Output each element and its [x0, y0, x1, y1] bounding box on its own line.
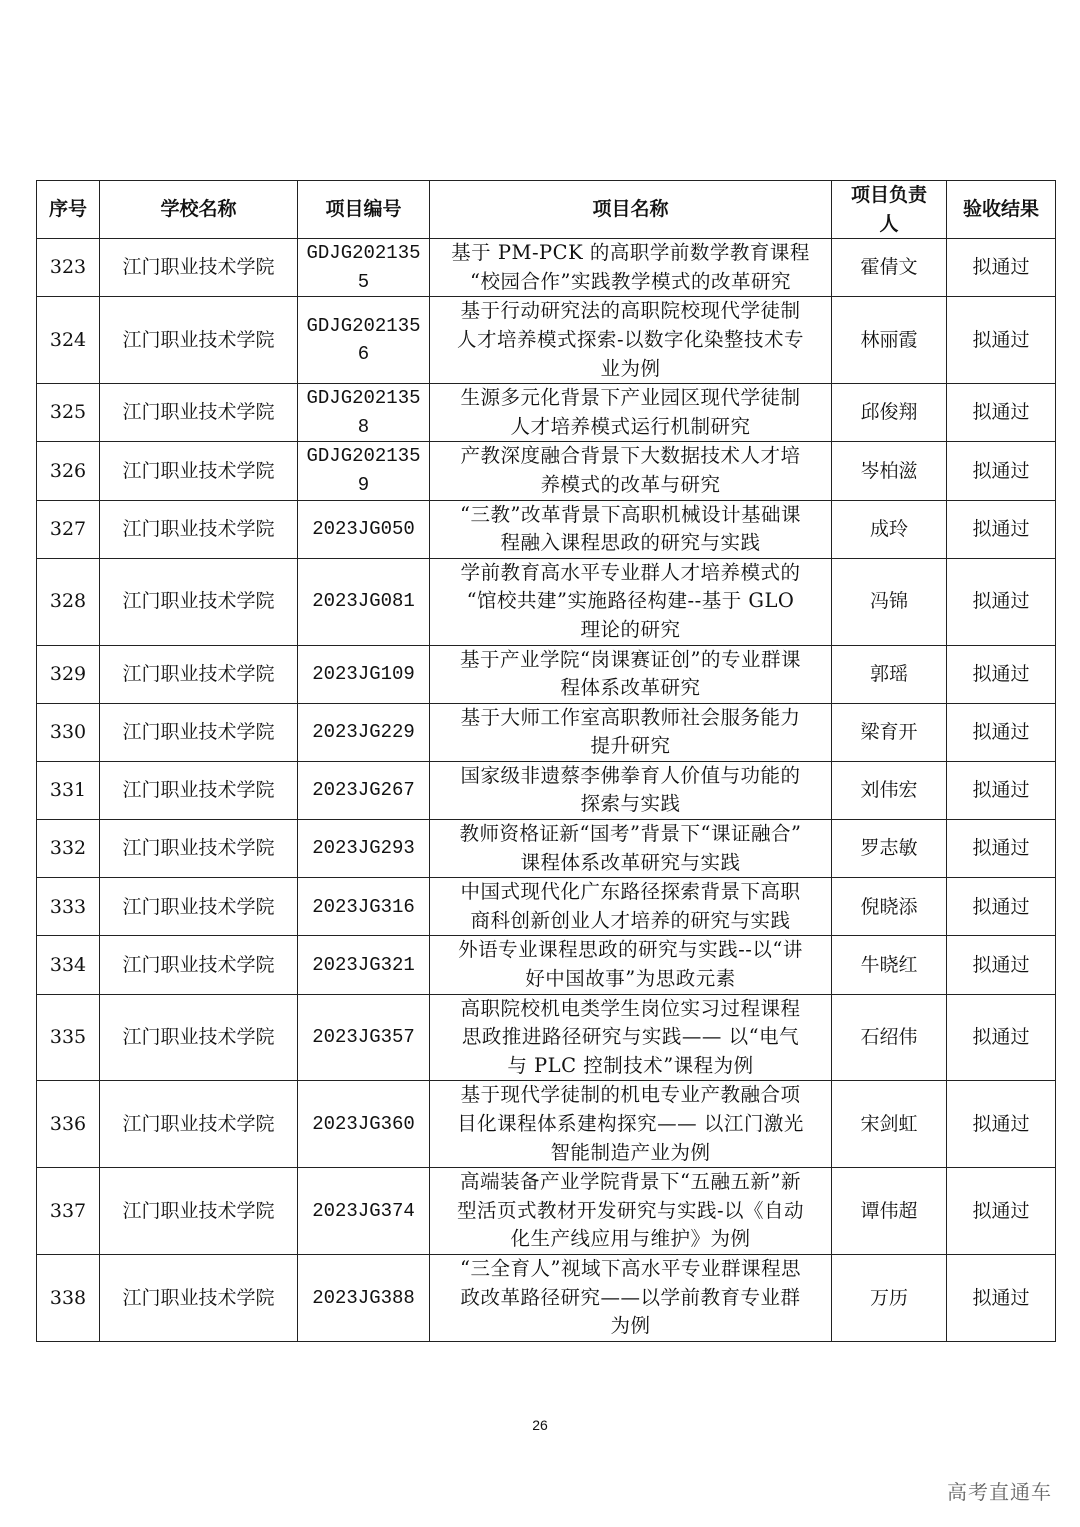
code-cell: 2023JG388 — [298, 1254, 430, 1341]
serial-cell: 325 — [37, 384, 100, 442]
serial-cell: 337 — [37, 1168, 100, 1255]
leader-cell: 谭伟超 — [832, 1168, 947, 1255]
result-cell: 拟通过 — [947, 878, 1056, 936]
leader-cell: 林丽霞 — [832, 297, 947, 384]
serial-cell: 331 — [37, 761, 100, 819]
table-row — [37, 1168, 1056, 1255]
table-row — [37, 1081, 1056, 1168]
code-cell: GDJG202135 6 — [298, 297, 430, 384]
code-cell: 2023JG360 — [298, 1081, 430, 1168]
leader-cell: 倪晓添 — [832, 878, 947, 936]
table-row — [37, 994, 1056, 1081]
project-name-cell: 学前教育高水平专业群人才培养模式的 “馆校共建”实施路径构建--基于 GLO 理论的研究 — [430, 558, 832, 645]
project-name-cell: 基于大师工作室高职教师社会服务能力 提升研究 — [430, 703, 832, 761]
result-cell: 拟通过 — [947, 1081, 1056, 1168]
leader-cell: 梁育开 — [832, 703, 947, 761]
table-row — [37, 761, 1056, 819]
project-name-cell: “三教”改革背景下高职机械设计基础课 程融入课程思政的研究与实践 — [430, 500, 832, 558]
leader-cell: 邱俊翔 — [832, 384, 947, 442]
result-cell: 拟通过 — [947, 1168, 1056, 1255]
table-row — [37, 878, 1056, 936]
school-cell: 江门职业技术学院 — [100, 994, 298, 1081]
table-row — [37, 442, 1056, 500]
code-cell: 2023JG081 — [298, 558, 430, 645]
table-row — [37, 297, 1056, 384]
school-cell: 江门职业技术学院 — [100, 878, 298, 936]
leader-cell: 石绍伟 — [832, 994, 947, 1081]
result-cell: 拟通过 — [947, 994, 1056, 1081]
code-cell: GDJG202135 5 — [298, 239, 430, 297]
project-name-cell: 中国式现代化广东路径探索背景下高职 商科创新创业人才培养的研究与实践 — [430, 878, 832, 936]
school-cell: 江门职业技术学院 — [100, 761, 298, 819]
table-row — [37, 558, 1056, 645]
watermark: 高考直通车 — [947, 1480, 1052, 1504]
school-cell: 江门职业技术学院 — [100, 297, 298, 384]
leader-cell: 宋剑虹 — [832, 1081, 947, 1168]
result-cell: 拟通过 — [947, 703, 1056, 761]
school-cell: 江门职业技术学院 — [100, 384, 298, 442]
result-cell: 拟通过 — [947, 1254, 1056, 1341]
code-cell: 2023JG374 — [298, 1168, 430, 1255]
result-cell: 拟通过 — [947, 820, 1056, 878]
header-result: 验收结果 — [947, 181, 1056, 239]
leader-cell: 岑柏滋 — [832, 442, 947, 500]
serial-cell: 332 — [37, 820, 100, 878]
project-name-cell: 国家级非遗蔡李佛拳育人价值与功能的 探索与实践 — [430, 761, 832, 819]
result-cell: 拟通过 — [947, 645, 1056, 703]
result-cell: 拟通过 — [947, 936, 1056, 994]
project-name-cell: 高端装备产业学院背景下“五融五新”新 型活页式教材开发研究与实践-以《自动 化生产线应用与维护》为例 — [430, 1168, 832, 1255]
serial-cell: 324 — [37, 297, 100, 384]
header-project-name: 项目名称 — [430, 181, 832, 239]
header-leader: 项目负责 人 — [832, 181, 947, 239]
leader-cell: 万历 — [832, 1254, 947, 1341]
code-cell: 2023JG267 — [298, 761, 430, 819]
leader-cell: 霍倩文 — [832, 239, 947, 297]
table-row — [37, 1254, 1056, 1341]
school-cell: 江门职业技术学院 — [100, 645, 298, 703]
serial-cell: 327 — [37, 500, 100, 558]
serial-cell: 326 — [37, 442, 100, 500]
result-cell: 拟通过 — [947, 500, 1056, 558]
serial-cell: 336 — [37, 1081, 100, 1168]
project-name-cell: 高职院校机电类学生岗位实习过程课程 思政推进路径研究与实践—— 以“电气 与 PLC 控制技术”课程为例 — [430, 994, 832, 1081]
serial-cell: 330 — [37, 703, 100, 761]
serial-cell: 333 — [37, 878, 100, 936]
code-cell: 2023JG316 — [298, 878, 430, 936]
table-row — [37, 645, 1056, 703]
project-name-cell: 产教深度融合背景下大数据技术人才培 养模式的改革与研究 — [430, 442, 832, 500]
header-code: 项目编号 — [298, 181, 430, 239]
header-serial: 序号 — [37, 181, 100, 239]
table-header-row — [37, 181, 1056, 239]
project-name-cell: “三全育人”视域下高水平专业群课程思 政改革路径研究——以学前教育专业群 为例 — [430, 1254, 832, 1341]
project-name-cell: 外语专业课程思政的研究与实践--以“讲 好中国故事”为思政元素 — [430, 936, 832, 994]
code-cell: 2023JG050 — [298, 500, 430, 558]
table-row — [37, 384, 1056, 442]
serial-cell: 323 — [37, 239, 100, 297]
table-row — [37, 703, 1056, 761]
result-cell: 拟通过 — [947, 384, 1056, 442]
leader-cell: 罗志敏 — [832, 820, 947, 878]
serial-cell: 329 — [37, 645, 100, 703]
project-name-cell: 教师资格证新“国考”背景下“课证融合” 课程体系改革研究与实践 — [430, 820, 832, 878]
result-cell: 拟通过 — [947, 442, 1056, 500]
school-cell: 江门职业技术学院 — [100, 442, 298, 500]
project-name-cell: 基于现代学徒制的机电专业产教融合项 目化课程体系建构探究—— 以江门激光 智能制造产业为例 — [430, 1081, 832, 1168]
project-name-cell: 基于行动研究法的高职院校现代学徒制 人才培养模式探索-以数字化染整技术专 业为例 — [430, 297, 832, 384]
table-row — [37, 500, 1056, 558]
code-cell: 2023JG293 — [298, 820, 430, 878]
leader-cell: 郭瑶 — [832, 645, 947, 703]
serial-cell: 334 — [37, 936, 100, 994]
school-cell: 江门职业技术学院 — [100, 703, 298, 761]
table-row — [37, 239, 1056, 297]
leader-cell: 成玲 — [832, 500, 947, 558]
project-name-cell: 基于 PM-PCK 的高职学前数学教育课程 “校园合作”实践教学模式的改革研究 — [430, 239, 832, 297]
project-name-cell: 基于产业学院“岗课赛证创”的专业群课 程体系改革研究 — [430, 645, 832, 703]
code-cell: GDJG202135 9 — [298, 442, 430, 500]
school-cell: 江门职业技术学院 — [100, 239, 298, 297]
leader-cell: 牛晓红 — [832, 936, 947, 994]
code-cell: 2023JG357 — [298, 994, 430, 1081]
header-school: 学校名称 — [100, 181, 298, 239]
project-name-cell: 生源多元化背景下产业园区现代学徒制 人才培养模式运行机制研究 — [430, 384, 832, 442]
leader-cell: 刘伟宏 — [832, 761, 947, 819]
school-cell: 江门职业技术学院 — [100, 936, 298, 994]
school-cell: 江门职业技术学院 — [100, 1081, 298, 1168]
school-cell: 江门职业技术学院 — [100, 1254, 298, 1341]
result-cell: 拟通过 — [947, 558, 1056, 645]
leader-cell: 冯锦 — [832, 558, 947, 645]
school-cell: 江门职业技术学院 — [100, 820, 298, 878]
code-cell: 2023JG321 — [298, 936, 430, 994]
school-cell: 江门职业技术学院 — [100, 558, 298, 645]
project-acceptance-table — [36, 180, 1056, 1342]
serial-cell: 338 — [37, 1254, 100, 1341]
school-cell: 江门职业技术学院 — [100, 500, 298, 558]
result-cell: 拟通过 — [947, 297, 1056, 384]
result-cell: 拟通过 — [947, 761, 1056, 819]
serial-cell: 335 — [37, 994, 100, 1081]
table-row — [37, 820, 1056, 878]
table-row — [37, 936, 1056, 994]
result-cell: 拟通过 — [947, 239, 1056, 297]
code-cell: 2023JG229 — [298, 703, 430, 761]
school-cell: 江门职业技术学院 — [100, 1168, 298, 1255]
serial-cell: 328 — [37, 558, 100, 645]
code-cell: GDJG202135 8 — [298, 384, 430, 442]
code-cell: 2023JG109 — [298, 645, 430, 703]
page-number: 26 — [532, 1417, 548, 1433]
